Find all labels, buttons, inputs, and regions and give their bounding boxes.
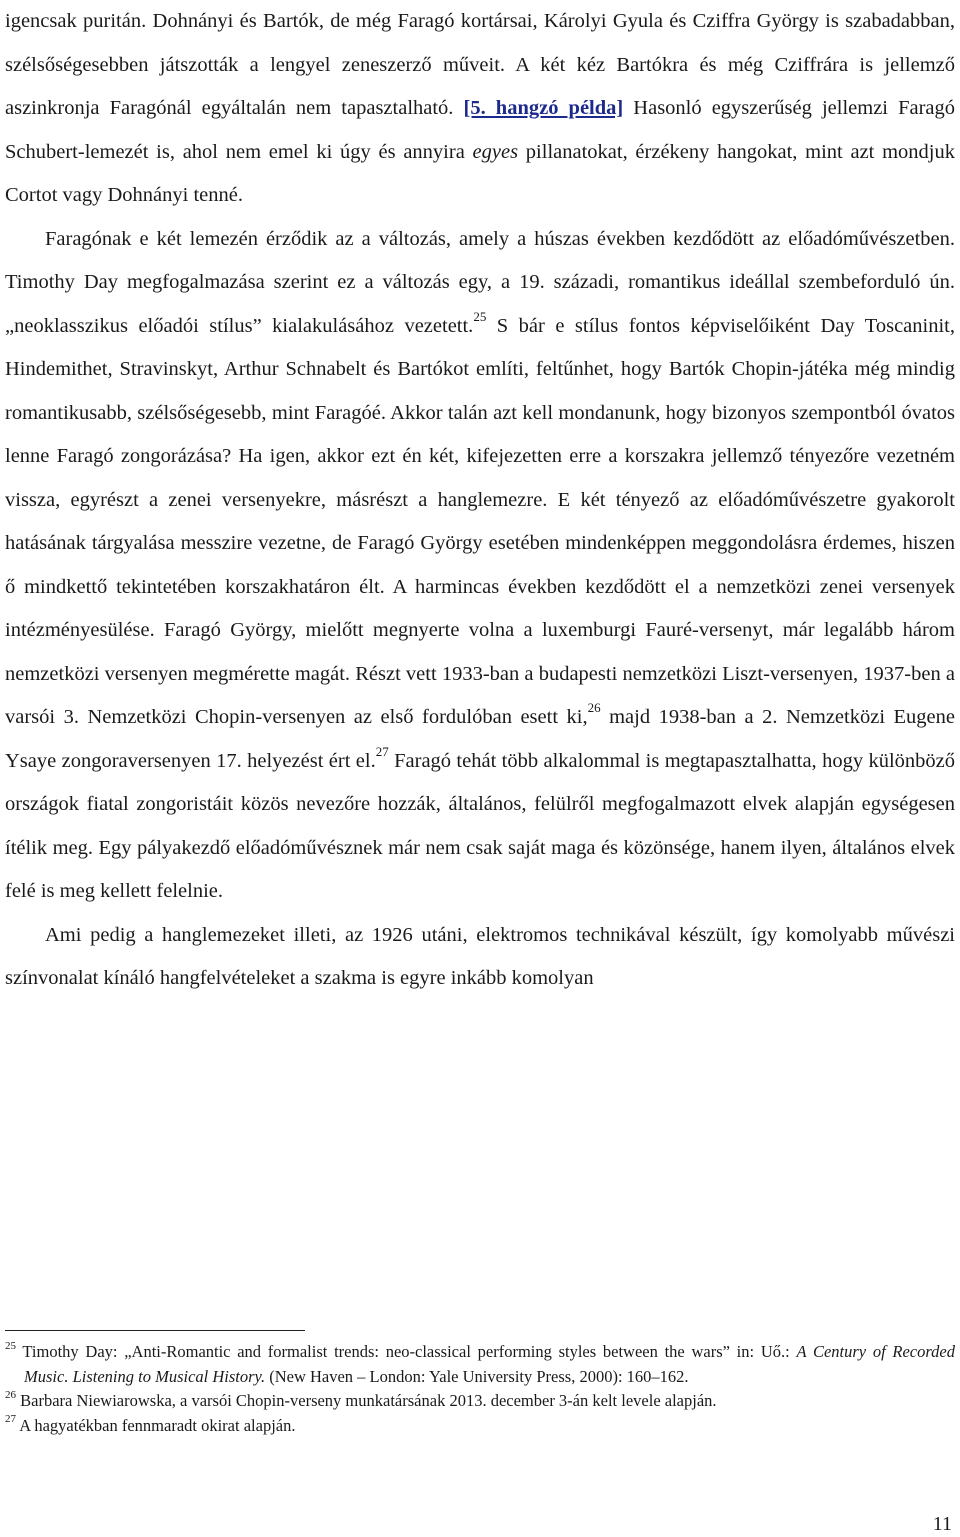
- footnote-text: Timothy Day: „Anti-Romantic and formalist trends: neo-classical performing styles between the wars” in: Uő.:: [16, 1342, 797, 1361]
- paragraph-1: [5, 0, 955, 218]
- footnote-title: A Century of Recorded Music. Listening to Musical History.: [24, 1342, 955, 1386]
- footnote-ref-25[interactable]: 25: [473, 308, 487, 324]
- footnote-number: 27: [5, 1413, 16, 1425]
- footnote-ref-27[interactable]: 27: [375, 743, 389, 759]
- paragraph-3: [5, 914, 955, 1001]
- paragraph-text: Faragónak e két lemezén érződik az a változás, amely a húszas években kezdődött az előadóművészetben. Timothy Day megfogalmazása szerint ez a változás egy, a 19. századi, romantikus ideállal szembeforduló ún. „neoklasszikus előadói stílus” kialakulásához vezetett.: [5, 227, 955, 337]
- paragraph-text: igencsak puritán. Dohnányi és Bartók, de még Faragó kortársai, Károlyi Gyula és Cziffra György is szabadabban, szélsőségesebben játszották a lengyel zeneszerző műveit. A két kéz Bartókra és még Cziffrára is jellemző aszinkronja Faragónál egyáltalán nem tapasztalható.: [5, 10, 955, 119]
- footnote-27: [5, 1414, 955, 1439]
- footnote-separator: [5, 1330, 305, 1331]
- paragraph-text: S bár e stílus fontos képviselőiként Day Toscaninit, Hindemithet, Stravinskyt, Arthur Schnabelt és Bartókot említi, feltűnhet, hogy Bartók Chopin-játéka még mindig romantikusabb, szélsőségesebb, mint Faragóé. Akkor talán azt kell mondanunk, hogy bizonyos szempontból óvatos lenne Faragó zongorázása? Ha igen, akkor ezt én két, kifejezetten erre a korszakra jellemző tényezőre vezetném vissza, egyrészt a zenei versenyekre, másrészt a hanglemezre. E két tényező az előadóművészetre gyakorolt hatásának tárgyalása messzire vezetne, de Faragó György esetében mindenképpen meggondolásra érdemes, hiszen ő mindkettő tekintetében korszakhatáron élt. A harmincas években kezdődött el a nemzetközi zenei versenyek intézményesülése. Faragó György, mielőtt megnyerte volna a luxemburgi Fauré-versenyt, már legalább három nemzetközi versenyen megmérette magát. Részt vett 1933-ban a budapesti nemzetközi Liszt-versenyen, 1937-ben a varsói 3. Nemzetközi Chopin-versenyen az első fordulóban esett ki,: [5, 314, 955, 728]
- footnote-text: A hagyatékban fennmaradt okirat alapján.: [16, 1415, 296, 1435]
- body-text: [5, 0, 955, 1001]
- paragraph-2: [5, 218, 955, 914]
- page-number: 11: [932, 1513, 952, 1535]
- footnote-number: 26: [5, 1388, 16, 1401]
- paragraph-text: majd 1938-ban a 2. Nemzetközi Eugene Ysaye zongoraversenyen 17. helyezést ért el.: [5, 706, 955, 772]
- footnote-25: [5, 1340, 955, 1389]
- audio-example-link[interactable]: [5. hangzó példa]: [463, 97, 624, 119]
- paragraph-text: Faragó tehát több alkalommal is megtapasztalhatta, hogy különböző országok fiatal zongoristáit közös nevezőre hozzák, általános, felülről megfogalmazott elvek alapján egységesen ítélik meg. Egy pályakezdő előadóművésznek már nem csak saját maga és közönsége, hanem ilyen, általános elvek felé is meg kellett felelnie.: [5, 749, 956, 902]
- footnote-number: 25: [5, 1339, 16, 1352]
- footnote-ref-26[interactable]: 26: [587, 700, 601, 716]
- paragraph-text: Hasonló egyszerűség jellemzi Faragó Schubert-lemezét is, ahol nem emel ki úgy és annyira: [5, 97, 955, 163]
- footnotes: [5, 1340, 955, 1438]
- paragraph-text: pillanatokat, érzékeny hangokat, mint azt mondjuk Cortot vagy Dohnányi tenné.: [5, 140, 955, 206]
- footnote-text: Barbara Niewiarowska, a varsói Chopin-verseny munkatársának 2013. december 3-án kelt levele alapján.: [16, 1391, 717, 1410]
- emphasis-text: egyes: [472, 140, 519, 163]
- footnote-text: (New Haven – London: Yale University Press, 2000): 160–162.: [265, 1366, 689, 1386]
- footnote-26: [5, 1389, 955, 1414]
- paragraph-text: Ami pedig a hanglemezeket illeti, az 1926 utáni, elektromos technikával készült, így komolyabb művészi színvonalat kínáló hangfelvételeket a szakma is egyre inkább komolyan: [5, 923, 955, 989]
